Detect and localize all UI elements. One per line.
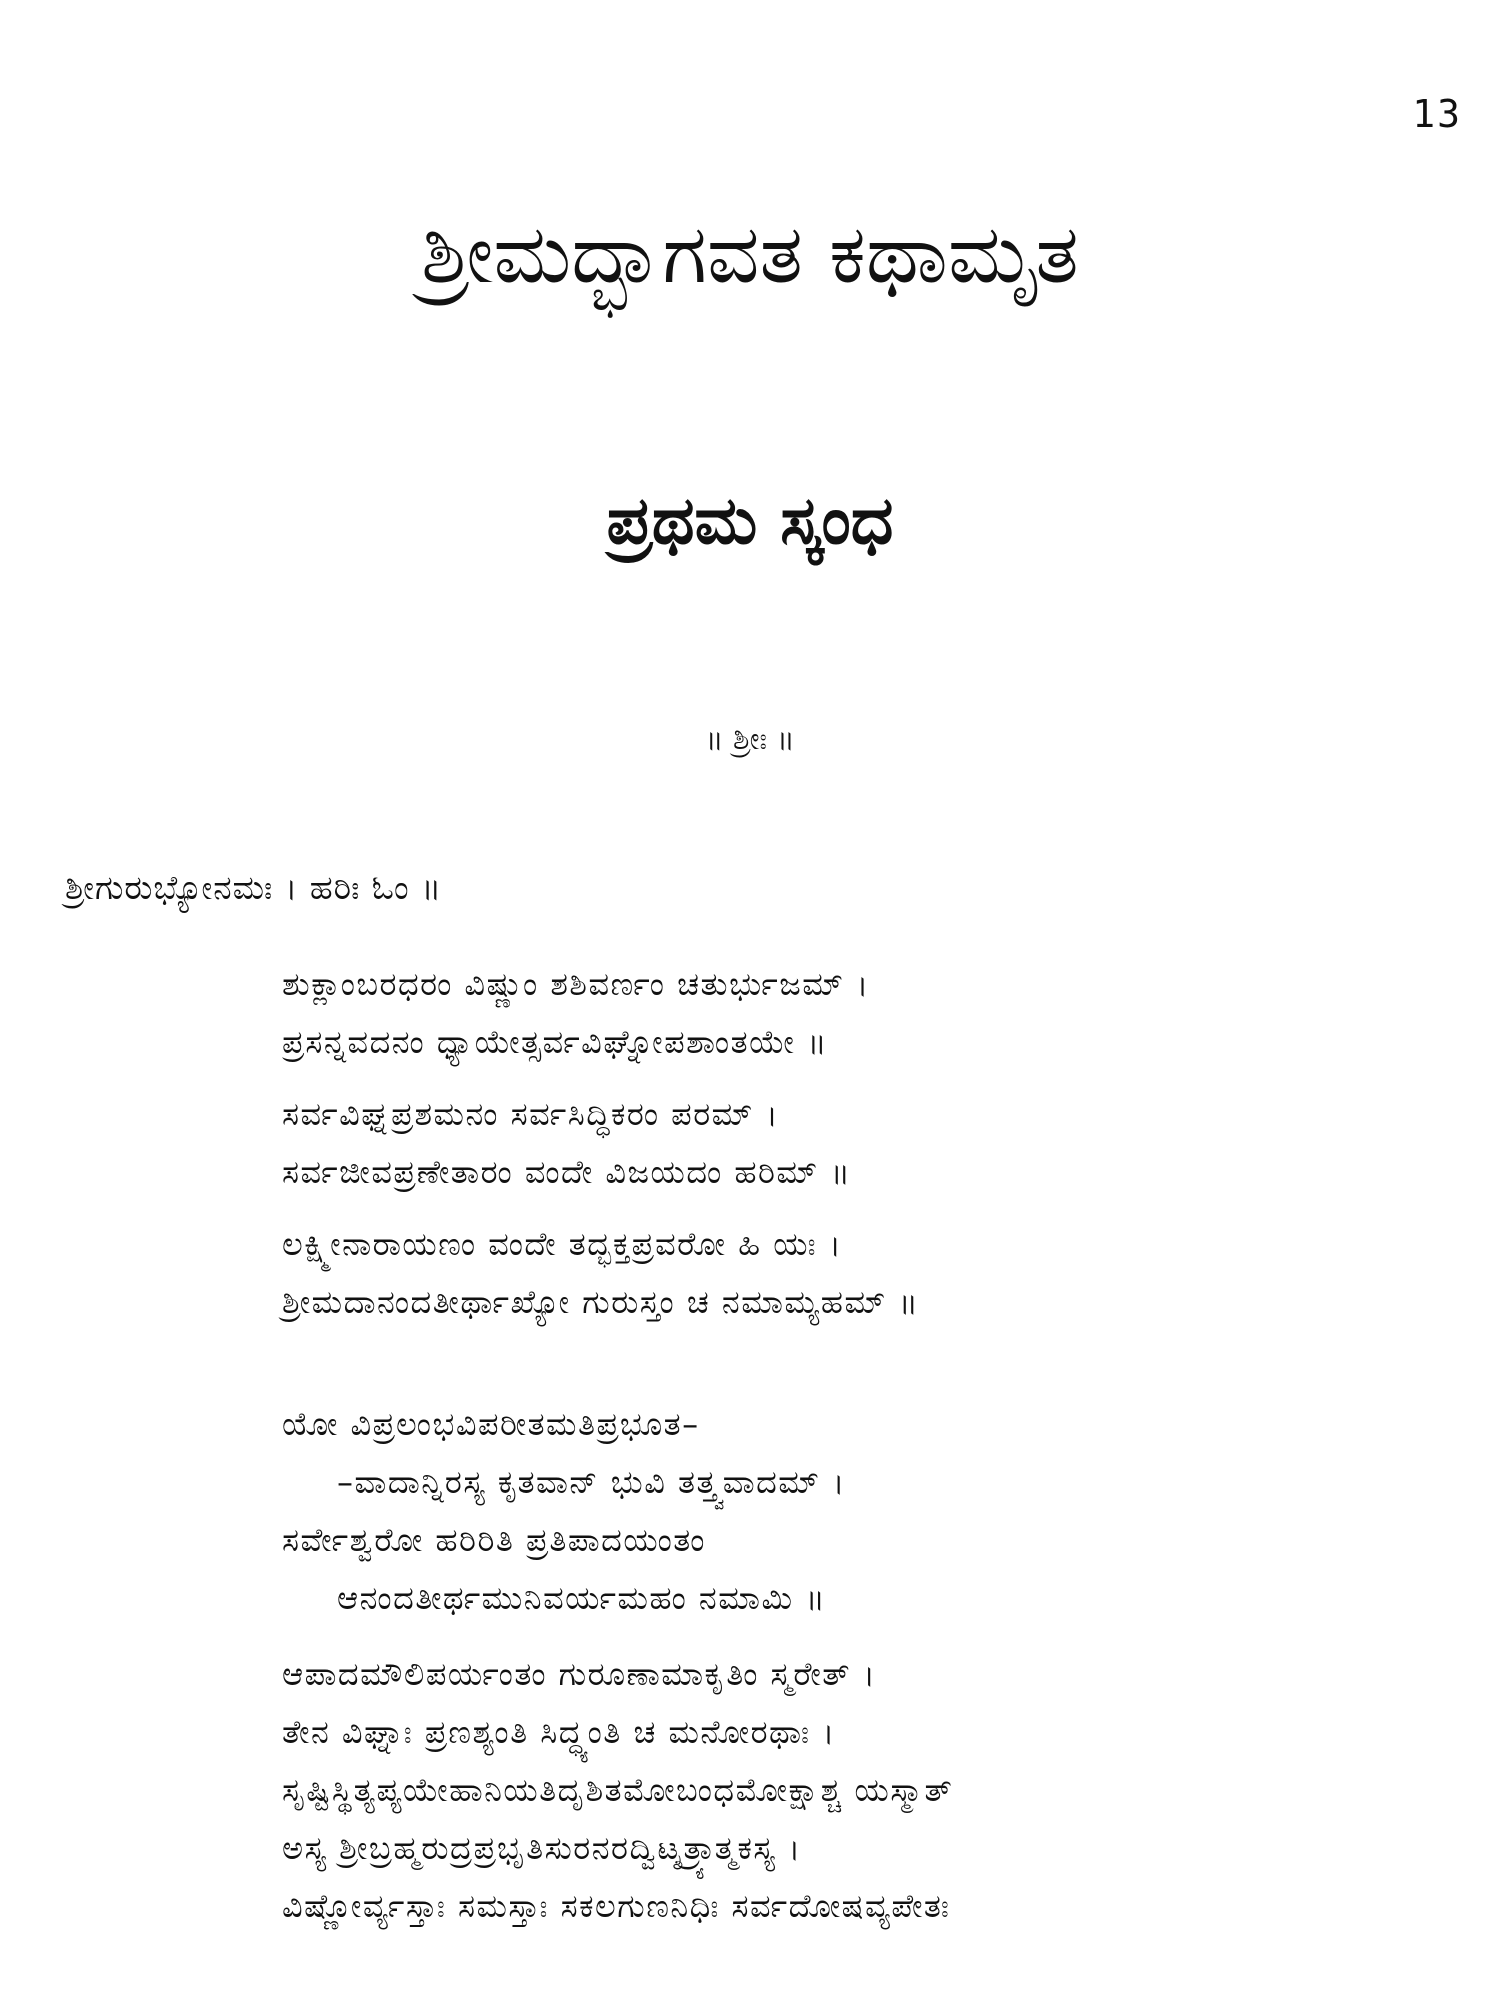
verse-line: ಶ್ರೀಮದಾನಂದತೀರ್ಥಾಖ್ಯೋ ಗುರುಸ್ತಂ ಚ ನಮಾಮ್ಯಹಮ್ ॥	[282, 1283, 920, 1321]
invocation: ॥ ಶ್ರೀಃ ॥	[705, 722, 795, 757]
verse-line: ಆನಂದತೀರ್ಥಮುನಿವರ್ಯಮಹಂ ನಮಾಮಿ ॥	[337, 1579, 827, 1617]
verse-line: ಯೋ ವಿಪ್ರಲಂಭವಿಪರೀತಮತಿಪ್ರಭೂತ–	[282, 1405, 700, 1443]
verse-line: ಸರ್ವಜೀವಪ್ರಣೇತಾರಂ ವಂದೇ ವಿಜಯದಂ ಹರಿಮ್ ॥	[282, 1153, 852, 1191]
stanza	[282, 1215, 1482, 1331]
verse-line: ತೇನ ವಿಘ್ನಾಃ ಪ್ರಣಶ್ಯಂತಿ ಸಿದ್ಧ್ಯಂತಿ ಚ ಮನೋರಥಾಃ ।	[282, 1713, 836, 1751]
chapter-subtitle: ಪ್ರಥಮ ಸ್ಕಂಧ	[606, 482, 894, 559]
stanza	[282, 1395, 1482, 1627]
verse-line: ಶುಕ್ಲಾಂಬರಧರಂ ವಿಷ್ಣುಂ ಶಶಿವರ್ಣಂ ಚತುರ್ಭುಜಮ್ ।	[282, 965, 870, 1003]
stanza	[282, 1645, 1482, 1935]
verse-line: ವಿಷ್ಣೋರ್ವ್ಯಸ್ತಾಃ ಸಮಸ್ತಾಃ ಸಕಲಗುಣನಿಧಿಃ ಸರ್ವದೋಷವ್ಯಪೇತಃ	[282, 1887, 951, 1925]
verse-line: ಪ್ರಸನ್ನವದನಂ ಧ್ಯಾಯೇತ್ಸರ್ವವಿಘ್ನೋಪಶಾಂತಯೇ ॥	[282, 1023, 829, 1061]
verse-line: ಆಪಾದಮೌಲಿಪರ್ಯಂತಂ ಗುರೂಣಾಮಾಕೃತಿಂ ಸ್ಮರೇತ್ ।	[282, 1655, 877, 1693]
salutation-line: ಶ್ರೀಗುರುಭ್ಯೋನಮಃ । ಹರಿಃ ಓಂ ॥	[65, 868, 443, 907]
verse-line: ಲಕ್ಷ್ಮೀನಾರಾಯಣಂ ವಂದೇ ತದ್ಭಕ್ತಪ್ರವರೋ ಹಿ ಯಃ ।	[282, 1225, 843, 1263]
stanza	[282, 1085, 1482, 1201]
stanza	[282, 955, 1482, 1071]
page-number: 13	[1412, 92, 1462, 136]
verse-line: ಸೃಷ್ಟಿಸ್ಥಿತ್ಯಪ್ಯಯೇಹಾನಿಯತಿದೃಶಿತಮೋಬಂಧಮೋಕ್ಷಾಶ್ಚ ಯಸ್ಮಾತ್	[282, 1771, 954, 1809]
verse-line: ಸರ್ವವಿಘ್ನಪ್ರಶಮನಂ ಸರ್ವಸಿದ್ಧಿಕರಂ ಪರಮ್ ।	[282, 1095, 780, 1133]
verse-line: –ವಾದಾನ್ನಿರಸ್ಯ ಕೃತವಾನ್ ಭುವಿ ತತ್ತ್ವವಾದಮ್ ।	[337, 1463, 846, 1501]
verse-line: ಅಸ್ಯ ಶ್ರೀಬ್ರಹ್ಮರುದ್ರಪ್ರಭೃತಿಸುರನರದ್ವಿಟ್ಶತ್ರ್ಯಾತ್ಮಕಸ್ಯ ।	[282, 1829, 802, 1867]
page-title: ಶ್ರೀಮದ್ಭಾಗವತ ಕಥಾಮೃತ	[421, 207, 1079, 302]
verse-area	[282, 955, 1482, 1935]
verse-line: ಸರ್ವೇಶ್ವರೋ ಹರಿರಿತಿ ಪ್ರತಿಪಾದಯಂತಂ	[282, 1521, 706, 1559]
